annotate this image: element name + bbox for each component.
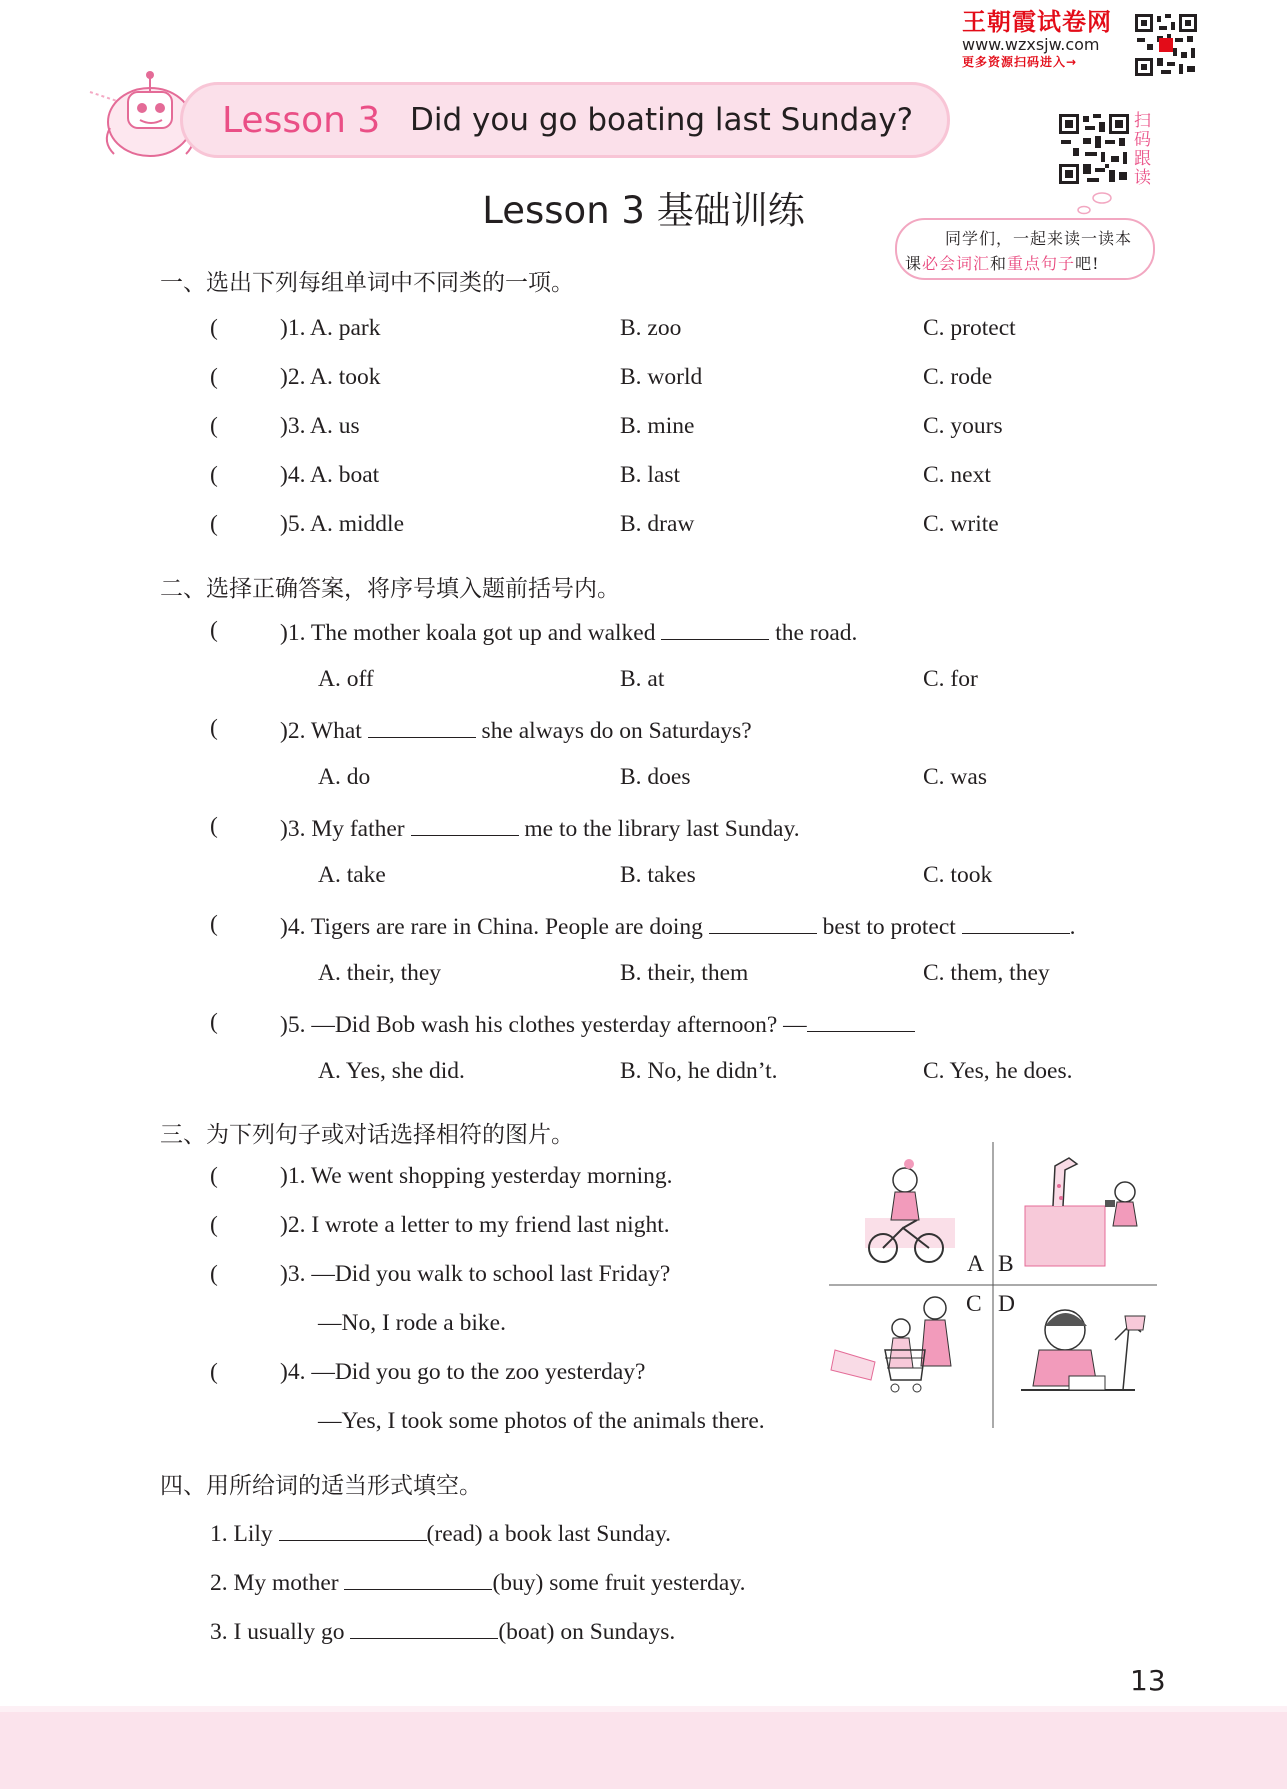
- part2-q2-text: she always do on Saturdays?: [481, 718, 752, 744]
- answer-blank[interactable]: [962, 913, 1070, 934]
- part3-heading: 三、为下列句子或对话选择相符的图片。: [160, 1122, 574, 1148]
- answer-blank[interactable]: [368, 717, 476, 738]
- answer-paren[interactable]: (: [210, 315, 218, 341]
- brand-name: 王朝霞试卷网: [962, 8, 1112, 36]
- lesson-title: Did you go boating last Sunday?: [410, 102, 914, 138]
- part2-q4-option-b: B. their, them: [620, 960, 749, 986]
- part4-item-text: (read) a book last Sunday.: [426, 1521, 672, 1547]
- part2-q2: [280, 717, 752, 744]
- bubble-highlight-words: 必会词汇: [922, 254, 991, 273]
- part2-q4-option-c: C. them, they: [923, 960, 1050, 986]
- scan-read-along-label: 扫码跟读: [1134, 111, 1151, 188]
- brand-qr-code-icon[interactable]: [1133, 12, 1199, 78]
- part3-item-4: )4. —Did you go to the zoo yesterday?: [280, 1359, 646, 1385]
- answer-paren[interactable]: (: [210, 715, 218, 741]
- answer-paren[interactable]: (: [210, 911, 218, 937]
- bubble-text-line1: 同学们，一起来读一读本: [945, 229, 1133, 248]
- part2-q5-option-b: B. No, he didn’t.: [620, 1058, 778, 1084]
- answer-paren[interactable]: (: [210, 1359, 218, 1385]
- thought-bubble-dots-icon: [1058, 190, 1118, 220]
- part4-item-text: 3. I usually go: [210, 1619, 345, 1645]
- picture-b-zoo-giraffe-icon: [1025, 1158, 1137, 1266]
- part4-item-3: [210, 1618, 675, 1645]
- answer-blank[interactable]: [279, 1520, 427, 1541]
- answer-blank[interactable]: [807, 1011, 915, 1032]
- part2-q3-text: me to the library last Sunday.: [524, 816, 800, 842]
- part1-item-5-option-c: C. write: [923, 511, 999, 537]
- part1-item-4-option-c: C. next: [923, 462, 991, 488]
- part2-q1: [280, 619, 857, 646]
- brand-more: 更多资源扫码进入→: [962, 55, 1078, 69]
- picture-label-b: B: [998, 1251, 1014, 1277]
- part4-heading: 四、用所给词的适当形式填空。: [160, 1473, 482, 1499]
- picture-label-a: A: [967, 1251, 984, 1277]
- answer-paren[interactable]: (: [210, 1009, 218, 1035]
- answer-paren[interactable]: (: [210, 813, 218, 839]
- read-along-qr-code-icon[interactable]: [1057, 112, 1131, 186]
- part1-item-2-stem: )2. A. took: [280, 364, 381, 390]
- part2-q5-option-c: C. Yes, he does.: [923, 1058, 1073, 1084]
- picture-label-d: D: [998, 1291, 1015, 1317]
- part2-q3-text: )3. My father: [280, 816, 405, 842]
- part4-item-text: (boat) on Sundays.: [498, 1619, 676, 1645]
- part1-item-2-option-c: C. rode: [923, 364, 993, 390]
- part2-q2-option-a: A. do: [318, 764, 371, 790]
- part2-heading: 二、选择正确答案，将序号填入题前括号内。: [160, 576, 620, 602]
- answer-paren[interactable]: (: [210, 413, 218, 439]
- part1-item-3-option-c: C. yours: [923, 413, 1003, 439]
- part2-q2-option-c: C. was: [923, 764, 987, 790]
- part2-q4-text: best to protect: [822, 914, 956, 940]
- part2-q1-option-a: A. off: [318, 666, 374, 692]
- part2-q1-text: the road.: [775, 620, 858, 646]
- part1-item-5-stem: )5. A. middle: [280, 511, 405, 537]
- part2-q4: [280, 913, 1076, 940]
- answer-paren[interactable]: (: [210, 462, 218, 488]
- answer-blank[interactable]: [411, 815, 519, 836]
- part1-item-1-option-b: B. zoo: [620, 315, 682, 341]
- footer-band: [0, 1712, 1287, 1789]
- lesson-number: Lesson 3: [222, 100, 381, 141]
- part1-item-1-stem: )1. A. park: [280, 315, 381, 341]
- picture-c-shopping-cart-icon: [831, 1297, 951, 1392]
- answer-blank[interactable]: [350, 1618, 498, 1639]
- part4-item-text: 1. Lily: [210, 1521, 273, 1547]
- answer-paren[interactable]: (: [210, 1163, 218, 1189]
- part1-item-3-stem: )3. A. us: [280, 413, 360, 439]
- brand-block: [962, 10, 1112, 68]
- answer-paren[interactable]: (: [210, 1212, 218, 1238]
- part3-item-3-answer: —No, I rode a bike.: [318, 1310, 506, 1336]
- part2-q4-text: )4. Tigers are rare in China. People are doing: [280, 914, 703, 940]
- bubble-highlight-sentences: 重点句子: [1007, 254, 1076, 273]
- part1-item-5-option-b: B. draw: [620, 511, 695, 537]
- part4-item-1: [210, 1520, 671, 1547]
- answer-paren[interactable]: (: [210, 617, 218, 643]
- part1-item-3-option-b: B. mine: [620, 413, 695, 439]
- part2-q1-option-b: B. at: [620, 666, 665, 692]
- picture-label-c: C: [966, 1291, 982, 1317]
- brand-url[interactable]: www.wzxsjw.com: [962, 35, 1100, 54]
- answer-paren[interactable]: (: [210, 1261, 218, 1287]
- answer-blank[interactable]: [344, 1569, 492, 1590]
- answer-paren[interactable]: (: [210, 511, 218, 537]
- part1-item-4-stem: )4. A. boat: [280, 462, 380, 488]
- bubble-text: 和: [990, 254, 1008, 273]
- part2-q3-option-b: B. takes: [620, 862, 696, 888]
- part2-q3-option-a: A. take: [318, 862, 386, 888]
- answer-blank[interactable]: [661, 619, 769, 640]
- part1-item-4-option-b: B. last: [620, 462, 681, 488]
- part3-item-1: )1. We went shopping yesterday morning.: [280, 1163, 673, 1189]
- part3-item-4-answer: —Yes, I took some photos of the animals there.: [318, 1408, 765, 1434]
- bubble-text: 吧!: [1075, 254, 1100, 273]
- part2-q2-text: )2. What: [280, 718, 362, 744]
- part2-q4-option-a: A. their, they: [318, 960, 442, 986]
- part2-q4-text: .: [1069, 914, 1076, 940]
- part3-item-2: )2. I wrote a letter to my friend last night.: [280, 1212, 670, 1238]
- part1-item-2-option-b: B. world: [620, 364, 703, 390]
- part2-q3: [280, 815, 800, 842]
- picture-d-girl-writing-letter-icon: [1021, 1310, 1145, 1390]
- part2-q5: [280, 1011, 915, 1038]
- bubble-text: 课: [905, 254, 923, 273]
- part1-item-1-option-c: C. protect: [923, 315, 1016, 341]
- part2-q5-option-a: A. Yes, she did.: [318, 1058, 465, 1084]
- part2-q2-option-b: B. does: [620, 764, 691, 790]
- page-number: 13: [1130, 1664, 1166, 1697]
- part2-q1-option-c: C. for: [923, 666, 978, 692]
- part2-q3-option-c: C. took: [923, 862, 993, 888]
- part3-item-3: )3. —Did you walk to school last Friday?: [280, 1261, 671, 1287]
- picture-grid: [825, 1140, 1160, 1430]
- page-title: Lesson 3 基础训练: [482, 189, 805, 232]
- part4-item-2: [210, 1569, 745, 1596]
- bubble-text-line2: [905, 251, 1100, 274]
- picture-a-girl-riding-bike-icon: [865, 1159, 955, 1262]
- part4-item-text: 2. My mother: [210, 1570, 339, 1596]
- part2-q5-text: )5. —Did Bob wash his clothes yesterday afternoon? —: [280, 1012, 807, 1038]
- answer-blank[interactable]: [709, 913, 817, 934]
- part2-q1-text: )1. The mother koala got up and walked: [280, 620, 656, 646]
- part1-heading: 一、选出下列每组单词中不同类的一项。: [160, 270, 574, 296]
- part4-item-text: (buy) some fruit yesterday.: [492, 1570, 746, 1596]
- answer-paren[interactable]: (: [210, 364, 218, 390]
